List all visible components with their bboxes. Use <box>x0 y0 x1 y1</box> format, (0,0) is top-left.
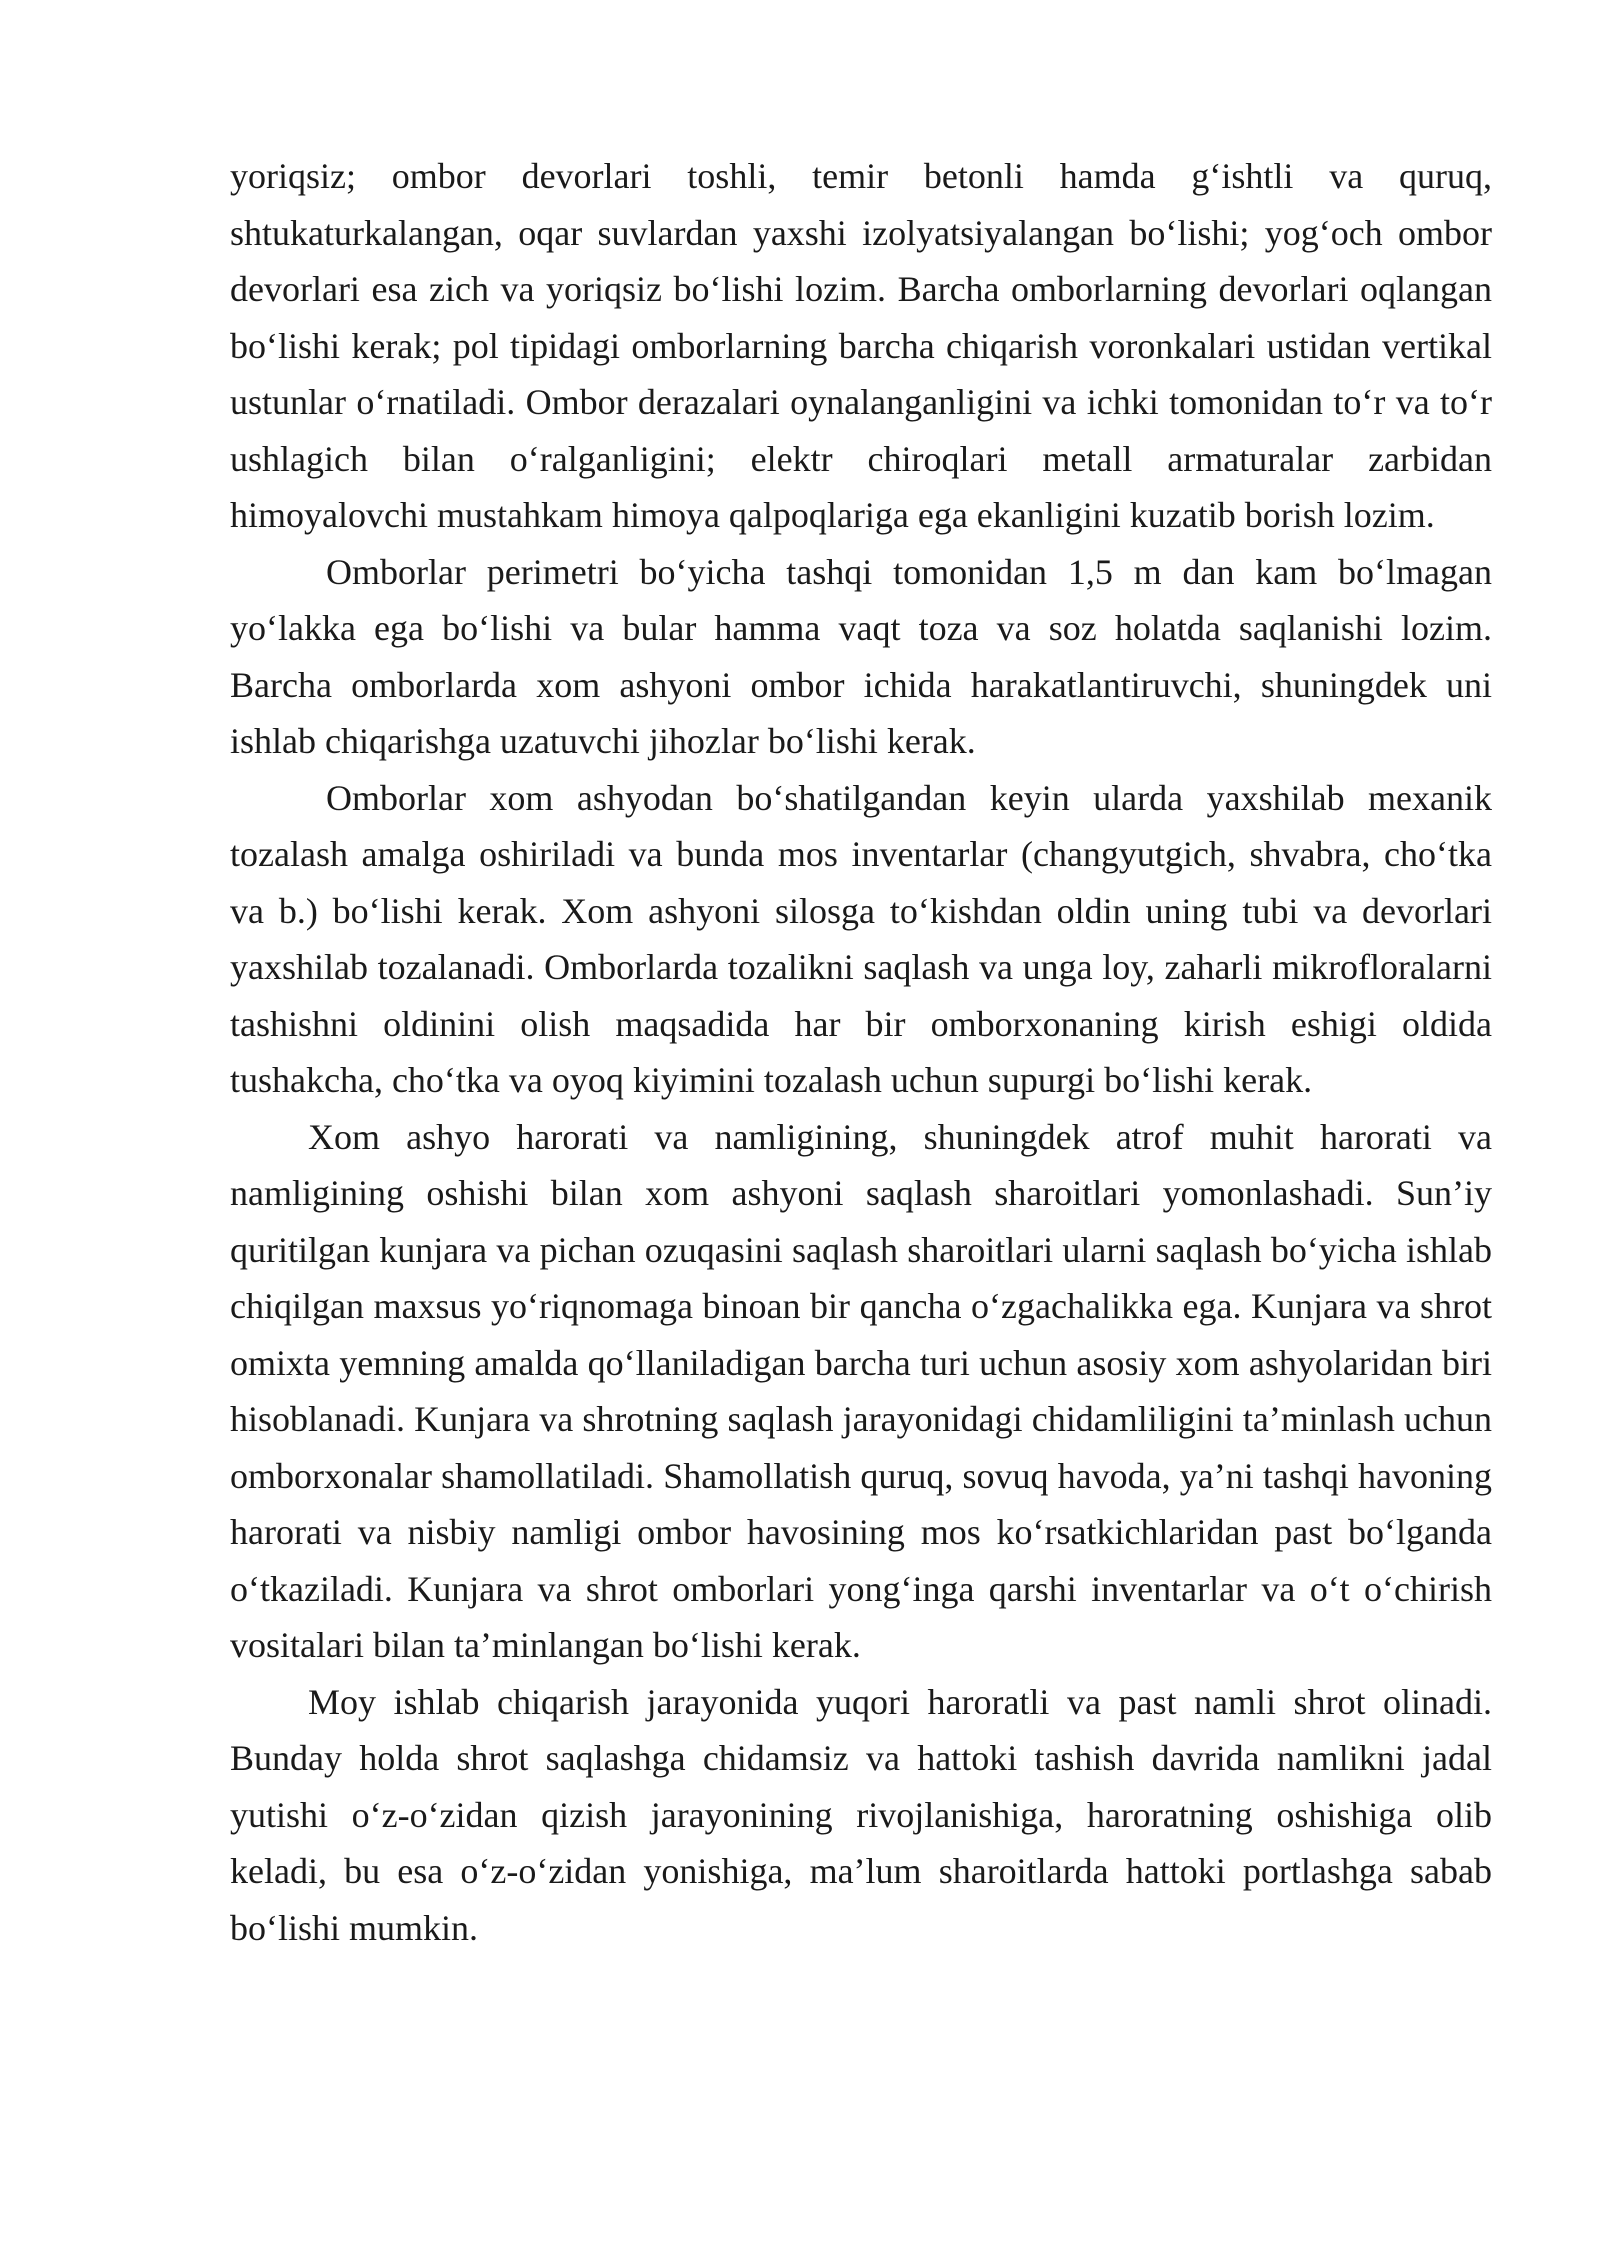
paragraph-cleaning: Omborlar xom ashyodan bo‘shatilgandan keyin ularda yaxshilab mexanik tozalash amalga oshiriladi va bunda mos inventarlar (changyutgich, shvabra, cho‘tka va b.) bo‘lishi kerak. Xom ashyoni silosga to‘kishdan oldin uning tubi va devorlari yaxshilab tozalanadi. Omborlarda tozalikni saqlash va unga loy, zaharli mikrofloralarni tashishni oldinini olish maqsadida har bir omborxonaning kirish eshigi oldida tushakcha, cho‘tka va oyoq kiyimini tozalash uchun supurgi bo‘lishi kerak. <box>230 777 1492 1100</box>
paragraph-storage-conditions: Xom ashyo harorati va namligining, shuningdek atrof muhit harorati va namligining oshishi bilan xom ashyoni saqlash sharoitlari yomonlashadi. Sun’iy quritilgan kunjara va pichan ozuqasini saqlash sharoitlari ularni saqlash bo‘yicha ishlab chiqilgan maxsus yo‘riqnomaga binoan bir qancha o‘zgachalikka ega. Kunjara va shrot omixta yemning amalda qo‘llaniladigan barcha turi uchun asosiy xom ashyolaridan biri hisoblanadi. Kunjara va shrotning saqlash jarayonidagi chidamliligini ta’minlash uchun omborxonalar shamollatiladi. Shamollatish quruq, sovuq havoda, ya’ni tashqi havoning harorati va nisbiy namligi ombor havosining mos ko‘rsatkichlaridan past bo‘lganda o‘tkaziladi. Kunjara va shrot omborlari yong‘inga qarshi inventarlar va o‘t o‘chirish vositalari bilan ta’minlangan bo‘lishi kerak. <box>230 1116 1492 1665</box>
paragraph-continuation: yoriqsiz; ombor devorlari toshli, temir betonli hamda g‘ishtli va quruq, shtukaturkalangan, oqar suvlardan yaxshi izolyatsiyalangan bo‘lishi; yog‘och ombor devorlari esa zich va yoriqsiz bo‘lishi lozim. Barcha omborlarning devorlari oqlangan bo‘lishi kerak; pol tipidagi omborlarning barcha chiqarish voronkalari ustidan vertikal ustunlar o‘rnatiladi. Ombor derazalari oynalanganligini va ichki tomonidan to‘r va to‘r ushlagich bilan o‘ralganligini; elektr chiroqlari metall armaturalar zarbidan himoyalovchi mustahkam himoya qalpoqlariga ega ekanligini kuzatib borish lozim. <box>230 156 1492 535</box>
paragraph-perimeter: Omborlar perimetri bo‘yicha tashqi tomonidan 1,5 m dan kam bo‘lmagan yo‘lakka ega bo‘lishi va bular hamma vaqt toza va soz holatda saqlanishi lozim. Barcha omborlarda xom ashyoni ombor ichida harakatlantiruvchi, shuningdek uni ishlab chiqarishga uzatuvchi jihozlar bo‘lishi kerak. <box>230 551 1492 761</box>
paragraph-oil-production: Moy ishlab chiqarish jarayonida yuqori haroratli va past namli shrot olinadi. Bunday holda shrot saqlashga chidamsiz va hattoki tashish davrida namlikni jadal yutishi o‘z-o‘zidan qizish jarayonining rivojlanishiga, haroratning oshishiga olib keladi, bu esa o‘z-o‘zidan yonishiga, ma’lum sharoitlarda hattoki portlashga sabab bo‘lishi mumkin. <box>230 1681 1492 1948</box>
body-text <box>230 148 1492 1956</box>
